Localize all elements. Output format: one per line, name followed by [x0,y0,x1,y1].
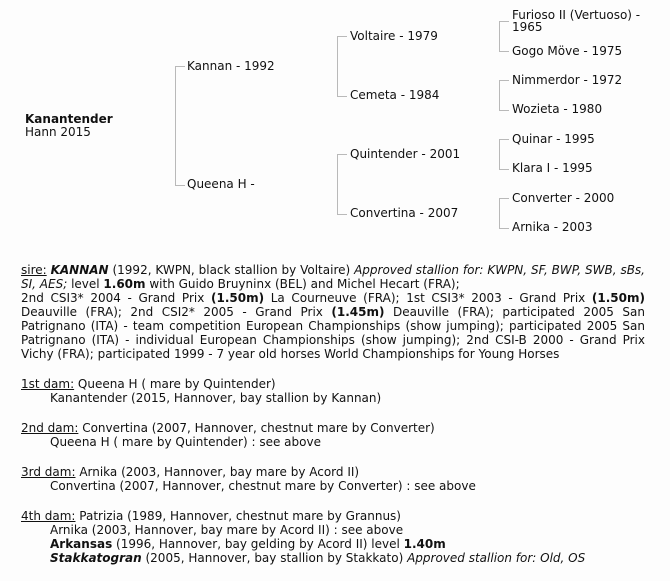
sire-approved: Approved stallion for: KWPN, SF, BWP, SWB, sBs, SI, AES; [21,263,645,291]
offspring-item: Convertina (2007, Hannover, chestnut mare by Converter) : see above [50,479,476,493]
dam-section-4: 4th dam: Patrizia (1989, Hannover, chestnut mare by Grannus) Arnika (2003, Hannover, bay mare by Acord II) : see above Arkansas (1996, Hannover, bay gelding by Acord II) level 1.40m Stakkatogran (2005, Hannover, bay stallion by Stakkato) Approved stallion for: Old, OS [21,509,645,565]
pedigree-dds[interactable]: Converter - 2000 [512,191,615,205]
dam-section-3: 3rd dam: Arnika (2003, Hannover, bay mare by Acord II) Convertina (2007, Hannover, chestnut mare by Converter) : see above [21,465,645,493]
bracket-gen1 [175,66,185,186]
sire-section: sire: KANNAN (1992, KWPN, black stallion by Voltaire) Approved stallion for: KWPN, SF, BWP, SWB, sBs, SI, AES; level 1.60m with Guido Bruyninx (BEL) and Michel Hecart (FRA); 2nd CSI3* 2004 - Grand Prix (1.50m) La Courneuve (FRA); 1st CSI3* 2003 - Grand Prix (1.50m) Deauville (FRA); 2nd CSI2* 2005 - Grand Prix (1.45m) Deauville (FRA); participated 2005 San Patrignano (ITA) - team competition European Championships (show jumping); participated 2005 San Patrignano (ITA) - individual European Championships (show jumping); 2nd CSI-B 2000 - Grand Prix Vichy (FRA); participated 1999 - 7 year old horses World Championships for Young Horses [21,263,645,361]
bracket-dd [499,198,509,229]
bracket-sire [337,36,347,97]
pedigree-ss[interactable]: Voltaire - 1979 [350,29,438,43]
dam-section-2: 2nd dam: Convertina (2007, Hannover, chestnut mare by Converter) Queena H ( mare by Quintender) : see above [21,421,645,449]
sire-label: sire: [21,263,47,277]
offspring-item: Arnika (2003, Hannover, bay mare by Acord II) : see above [50,523,404,537]
pedigree-sire[interactable]: Kannan - 1992 [187,59,275,73]
sire-name: KANNAN [50,263,109,277]
sire-results: Deauville (FRA); participated 2005 San Patrignano (ITA) - team competition European Championships (show jumping); participated 2005 San Patrignano (ITA) - individual European Championships (show jumping); 2nd CSI-B 2000 - Grand Prix Vichy (FRA); participated 1999 - 7 year old horses World Championships for Young Horses [21,305,645,361]
dam-section-1: 1st dam: Queena H ( mare by Quintender) Kanantender (2015, Hannover, bay stallion by Kannan) [21,377,645,405]
bracket-ss [499,21,509,52]
bracket-ds [499,139,509,170]
offspring-item: Kanantender (2015, Hannover, bay stallion by Kannan) [50,391,382,405]
bracket-sd [499,80,509,111]
dam-label: 4th dam: [21,509,76,523]
subject-horse [25,113,113,139]
subject-info: Hann 2015 [25,125,91,139]
dam-label: 3rd dam: [21,465,76,479]
pedigree-sds[interactable]: Nimmerdor - 1972 [512,73,623,87]
offspring-item: Queena H ( mare by Quintender) : see above [50,435,321,449]
pedigree-dd[interactable]: Convertina - 2007 [350,206,459,220]
offspring-item: Arkansas (1996, Hannover, bay gelding by Acord II) level 1.40m [50,537,446,551]
bracket-dam [337,154,347,215]
pedigree-sss[interactable]: Furioso II (Vertuoso) - 1965 [512,8,641,34]
pedigree-sdd[interactable]: Wozieta - 1980 [512,102,603,116]
sire-level: 1.60m [103,277,146,291]
pedigree-details [21,263,645,565]
pedigree-ddd[interactable]: Arnika - 2003 [512,220,593,234]
pedigree-chart [0,0,670,250]
pedigree-dss[interactable]: Quinar - 1995 [512,132,595,146]
pedigree-dsd[interactable]: Klara I - 1995 [512,161,593,175]
pedigree-ds[interactable]: Quintender - 2001 [350,147,461,161]
subject-name: Kanantender [25,112,113,126]
pedigree-dam[interactable]: Queena H - [187,177,255,191]
offspring-item: Stakkatogran (2005, Hannover, bay stallion by Stakkato) Approved stallion for: Old, OS [50,551,586,565]
pedigree-ssd[interactable]: Gogo Möve - 1975 [512,44,623,58]
dam-label: 2nd dam: [21,421,79,435]
pedigree-sd[interactable]: Cemeta - 1984 [350,88,440,102]
dam-label: 1st dam: [21,377,75,391]
